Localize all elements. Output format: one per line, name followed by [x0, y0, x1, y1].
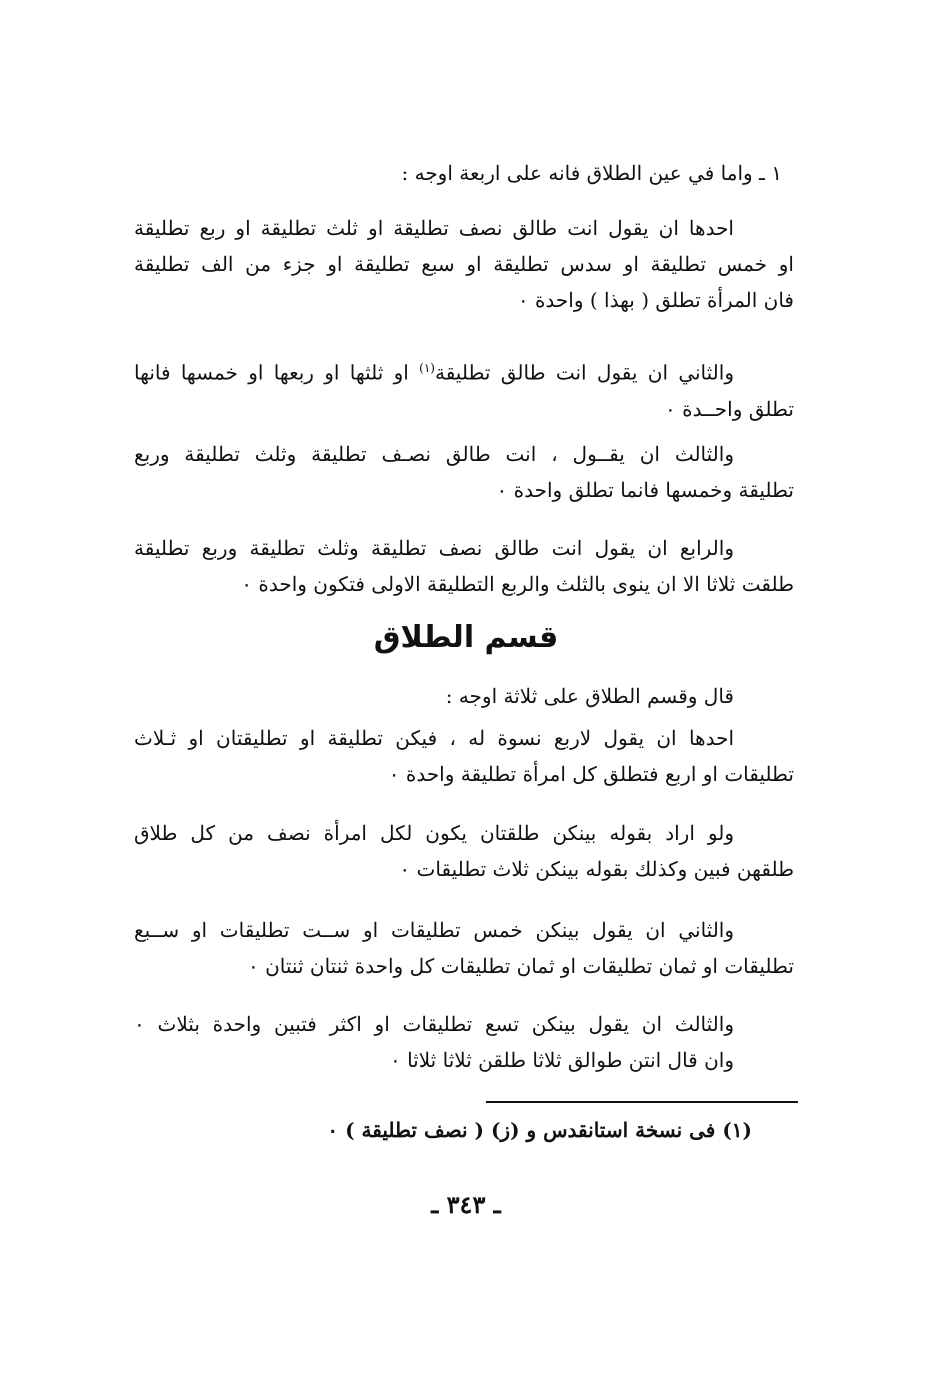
paragraph-text: او ثلثها او ربعها او خمسها فانها [134, 360, 420, 385]
paragraph-line: وان قال انتن طوالق ثلاثا طلقن ثلاثا ثلاثا ٠ [389, 1048, 734, 1072]
section2-paragraph-1 [134, 720, 794, 792]
paragraph-line: والرابع ان يقول انت طالق نصف تطليقة وثلث تطليقة وربع تطليقة [134, 536, 734, 560]
paragraph-line [134, 350, 794, 391]
section1-intro-line: ١ ـ واما في عين الطلاق فانه على اربعة اوجه : [401, 161, 782, 185]
section1-paragraph-2 [134, 350, 794, 427]
paragraph-line: والثالث ان يقــول ، انت طالق نصـف تطليقة وثلث تطليقة وربع [134, 442, 734, 466]
paragraph-line: احدها ان يقول لاربع نسوة له ، فيكن تطليقة او تطليقتان او ثـلاث [134, 726, 734, 750]
section2-intro-line: قال وقسم الطلاق على ثلاثة اوجه : [445, 684, 734, 708]
footnote-marker: (١) [419, 361, 435, 375]
section1-paragraph-1 [134, 210, 794, 318]
paragraph-line: احدها ان يقول انت طالق نصف تطليقة او ثلث تطليقة او ربع تطليقة [134, 216, 734, 240]
paragraph-line: تطليقات او ثمان تطليقات او ثمان تطليقات كل واحدة ثنتان ثنتان ٠ [248, 954, 794, 978]
section2-paragraph-3 [134, 912, 794, 984]
paragraph-text: والثاني ان يقول انت طالق تطليقة [434, 360, 734, 385]
paragraph-line: تطلق واحــدة ٠ [664, 396, 794, 421]
paragraph-line: والثاني ان يقول بينكن خمس تطليقات او ســت تطليقات او ســبع [134, 918, 734, 942]
paragraph-line: طلقهن فبين وكذلك بقوله بينكن ثلاث تطليقات ٠ [399, 857, 794, 881]
section1-intro [142, 155, 782, 191]
paragraph-line: والثالث ان يقول بينكن تسع تطليقات او اكثر فتبين واحدة بثلاث ٠ [134, 1012, 734, 1036]
paragraph-line: فان المرأة تطلق ( بهذا ) واحدة ٠ [517, 288, 794, 312]
section1-paragraph-4 [134, 530, 794, 602]
section2-intro [134, 678, 734, 714]
paragraph-line: تطليقات او اربع فتطلق كل امرأة تطليقة واحدة ٠ [388, 762, 794, 786]
paragraph-line: او خمس تطليقة او سدس تطليقة او سبع تطليقة او جزء من الف تطليقة [134, 252, 794, 276]
section1-paragraph-3 [134, 436, 794, 508]
paragraph-line: طلقت ثلاثا الا ان ينوى بالثلث والربع التطليقة الاولى فتكون واحدة ٠ [241, 572, 794, 596]
paragraph-line: تطليقة وخمسها فانما تطلق واحدة ٠ [496, 478, 794, 502]
section2-paragraph-4 [134, 1006, 734, 1078]
page-number: ـ ٣٤٣ ـ [431, 1190, 501, 1219]
section2-paragraph-2 [134, 815, 794, 887]
footnote-rule [486, 1101, 798, 1103]
footnote: (١) فى نسخة استانقدس و (ز) ( نصف تطليقة ) ٠ [327, 1118, 752, 1142]
section-heading: قسم الطلاق [373, 620, 559, 655]
paragraph-line: ولو اراد بقوله بينكن طلقتان يكون لكل امرأة نصف من كل طلاق [134, 821, 734, 845]
